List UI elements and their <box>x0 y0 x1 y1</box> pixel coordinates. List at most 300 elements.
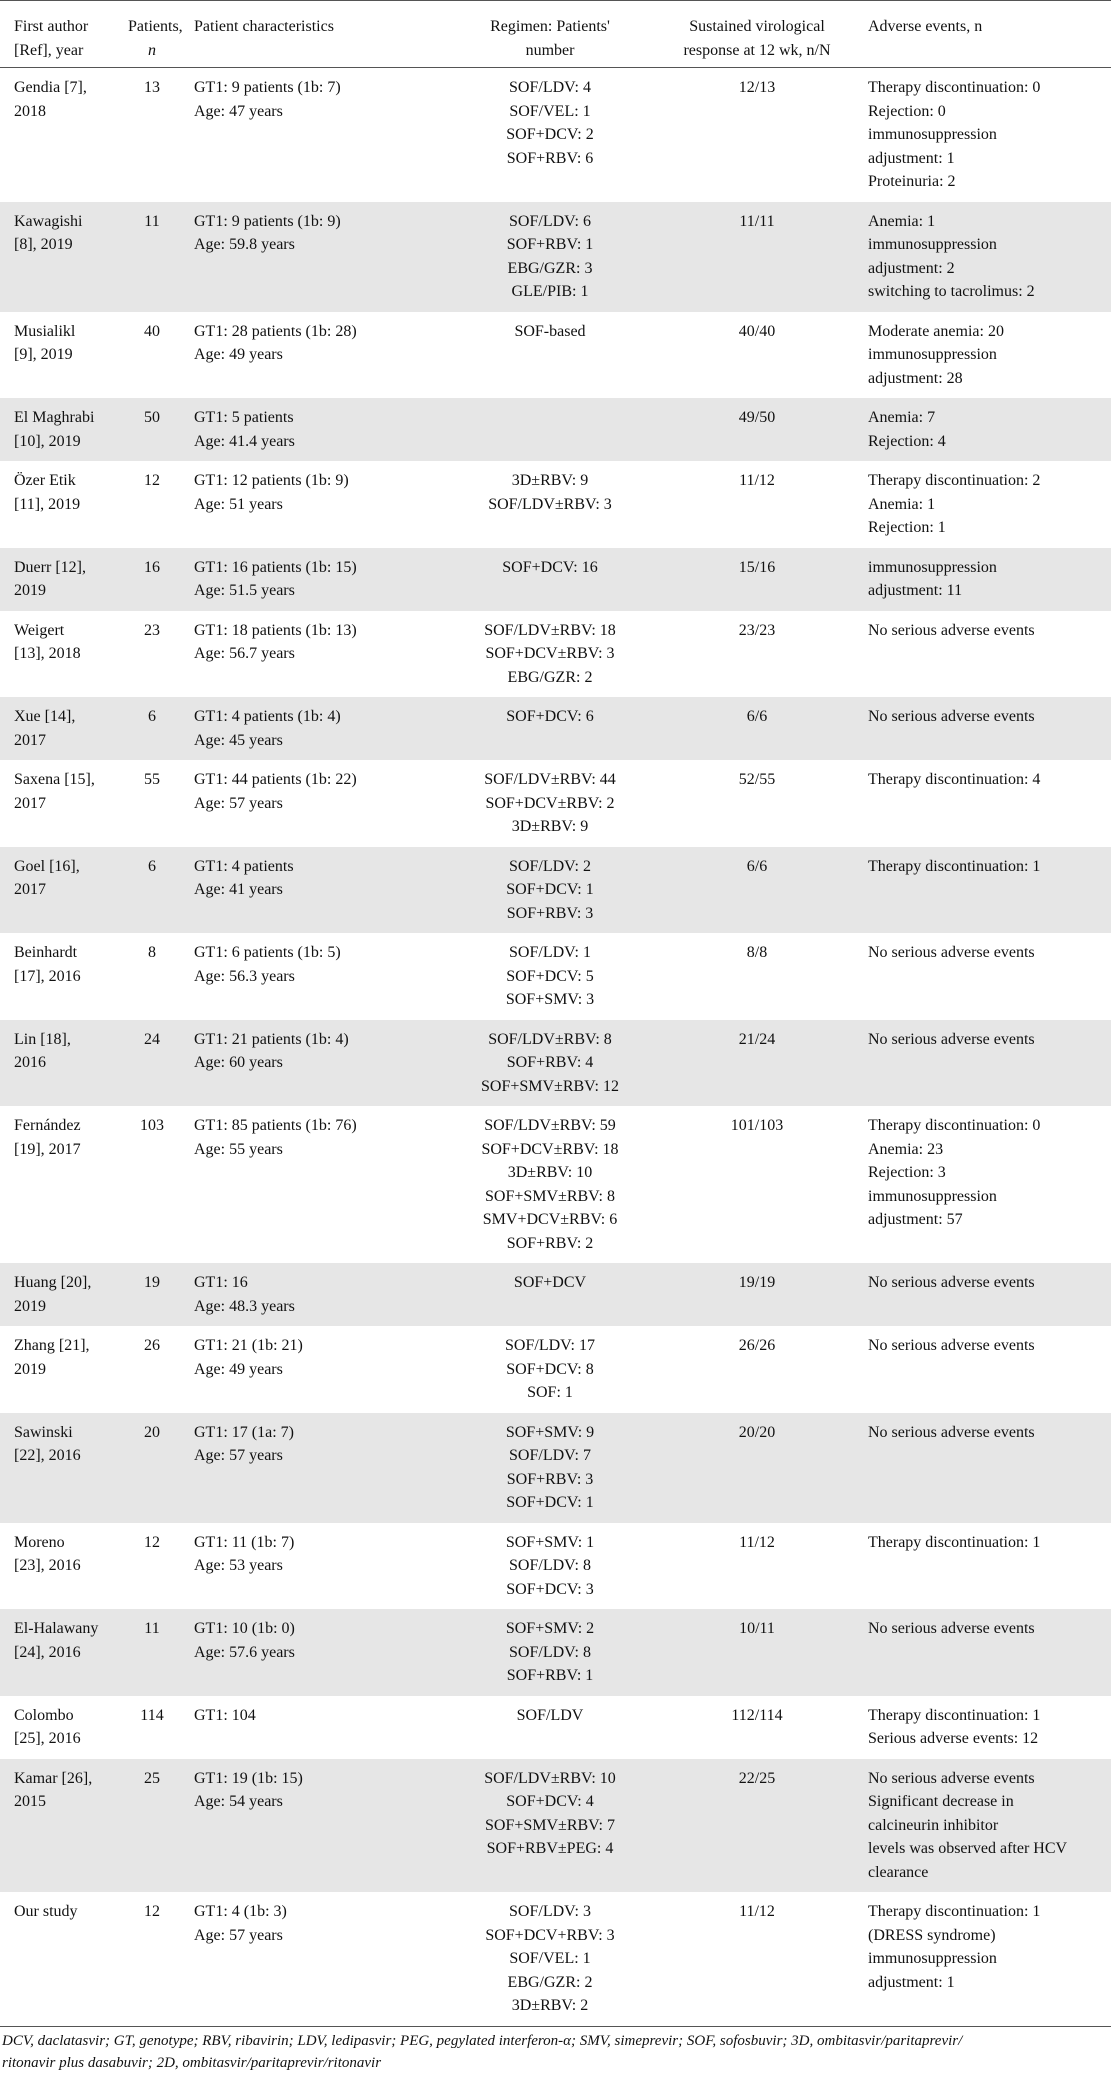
cell-patients: 12 <box>124 1892 180 2026</box>
cell-characteristics-line: GT1: 85 patients (1b: 76) <box>194 1117 357 1134</box>
cell-regimen-line: SOF/LDV: 1 <box>509 944 591 961</box>
cell-regimen <box>440 461 660 548</box>
cell-regimen-line: SOF/LDV <box>516 1706 584 1724</box>
cell-author <box>0 312 124 399</box>
table-row <box>0 1326 1111 1413</box>
cell-characteristics-line: Age: 55 years <box>194 1140 283 1158</box>
cell-characteristics <box>180 1106 440 1263</box>
cell-author-line: Sawinski <box>14 1423 73 1441</box>
cell-adverse-events <box>854 1106 1111 1263</box>
cell-characteristics-line: GT1: 6 patients (1b: 5) <box>194 944 341 961</box>
cell-author-line: [22], 2016 <box>14 1447 81 1464</box>
cell-regimen-line: SOF/LDV: 6 <box>509 212 591 230</box>
cell-regimen-line: SOF+DCV: 2 <box>506 126 594 143</box>
cell-author <box>0 1759 124 1893</box>
cell-characteristics <box>180 461 440 548</box>
cell-characteristics-line: Age: 45 years <box>194 731 283 749</box>
cell-characteristics-line: GT1: 4 patients <box>194 857 294 875</box>
cell-characteristics-line: GT1: 11 (1b: 7) <box>194 1533 295 1551</box>
cell-regimen-line: SOF/LDV: 3 <box>509 1903 591 1920</box>
cell-adverse-events <box>854 202 1111 312</box>
cell-adverse-events-line: No serious adverse events <box>868 1423 1035 1441</box>
cell-adverse-events-line: No serious adverse events <box>868 621 1035 639</box>
cell-regimen-line: SOF+DCV: 4 <box>506 1793 594 1810</box>
table-footnote: DCV, daclatasvir; GT, genotype; RBV, ribavirin; LDV, ledipasvir; PEG, pegylated interferon-α; SMV, simeprevir; SOF, sofosbuvir; 3D, ombitasvir/paritaprevir/ ritonavir plus dasabuvir; 2D, ombitasvir/paritaprevir/ritonavir <box>2 2032 963 2071</box>
cell-patients: 11 <box>124 1609 180 1696</box>
cell-patients: 55 <box>144 771 160 788</box>
cell-characteristics-line: GT1: 44 patients (1b: 22) <box>194 771 357 788</box>
cell-characteristics-line: GT1: 28 patients (1b: 28) <box>194 322 357 340</box>
cell-adverse-events-line: Rejection: 3 <box>868 1164 946 1181</box>
table-row <box>0 847 1111 934</box>
cell-svr: 21/24 <box>660 1020 854 1107</box>
cell-characteristics <box>180 202 440 312</box>
cell-characteristics-line: GT1: 16 patients (1b: 15) <box>194 558 357 576</box>
cell-regimen-line: SOF/LDV: 8 <box>509 1643 591 1661</box>
cell-patients: 20 <box>124 1413 180 1523</box>
cell-adverse-events <box>854 1263 1111 1326</box>
cell-regimen <box>440 1413 660 1523</box>
cell-author-line: Gendia [7], <box>14 79 87 96</box>
cell-svr: 49/50 <box>660 398 854 461</box>
cell-author-line: 2019 <box>14 582 46 599</box>
cell-characteristics-line: GT1: 18 patients (1b: 13) <box>194 621 357 639</box>
cell-adverse-events-line: immunosuppression <box>868 236 997 253</box>
cell-characteristics <box>180 312 440 399</box>
cell-adverse-events-line: No serious adverse events <box>868 708 1035 725</box>
cell-adverse-events-line: No serious adverse events <box>868 1337 1035 1354</box>
cell-author <box>0 847 124 934</box>
cell-author-line: Özer Etik <box>14 472 76 489</box>
cell-adverse-events-line: Therapy discontinuation: 1 <box>868 1903 1041 1920</box>
cell-svr: 15/16 <box>660 548 854 611</box>
cell-adverse-events-line: adjustment: 11 <box>868 582 963 599</box>
cell-adverse-events-line: Therapy discontinuation: 1 <box>868 857 1041 875</box>
cell-author-line: El-Halawany <box>14 1620 99 1637</box>
cell-author <box>0 1020 124 1107</box>
cell-author <box>0 548 124 611</box>
cell-regimen-line: 3D±RBV: 2 <box>511 1997 589 2014</box>
header-row <box>0 1 1111 68</box>
cell-svr: 19/19 <box>660 1263 854 1326</box>
cell-author-line: Moreno <box>14 1533 65 1551</box>
cell-characteristics-line: Age: 49 years <box>194 1360 283 1378</box>
cell-author-line: 2018 <box>14 102 46 120</box>
cell-regimen-line: GLE/PIB: 1 <box>511 283 589 300</box>
table-row <box>0 933 1111 1020</box>
cell-regimen <box>440 1106 660 1263</box>
cell-characteristics <box>180 1263 440 1326</box>
cell-author-line: 2017 <box>14 881 46 898</box>
cell-author-line: [23], 2016 <box>14 1557 81 1574</box>
table-row <box>0 548 1111 611</box>
cell-author-line: Goel [16], <box>14 857 80 875</box>
cell-author <box>0 1523 124 1610</box>
cell-author-line: [19], 2017 <box>14 1140 81 1158</box>
cell-adverse-events-line: Therapy discontinuation: 4 <box>868 771 1041 788</box>
cell-regimen-line: 3D±RBV: 10 <box>507 1164 593 1181</box>
cell-characteristics-line: GT1: 9 patients (1b: 7) <box>194 79 341 96</box>
cell-characteristics-line: Age: 41.4 years <box>194 432 295 450</box>
cell-characteristics-line: GT1: 19 (1b: 15) <box>194 1769 303 1787</box>
cell-characteristics-line: GT1: 16 <box>194 1274 248 1291</box>
cell-svr: 11/12 <box>739 472 775 489</box>
cell-svr: 112/114 <box>731 1706 783 1724</box>
cell-regimen-line: SOF+DCV: 6 <box>506 708 594 725</box>
cell-characteristics-line: GT1: 21 (1b: 21) <box>194 1337 303 1354</box>
cell-regimen <box>440 1609 660 1696</box>
cell-regimen <box>440 1892 660 2026</box>
table-row <box>0 398 1111 461</box>
cell-regimen-line: EBG/GZR: 2 <box>507 668 593 686</box>
cell-characteristics <box>180 760 440 847</box>
cell-regimen-line: SOF+DCV±RBV: 2 <box>485 794 615 812</box>
cell-regimen-line: SOF+SMV±RBV: 7 <box>485 1816 615 1834</box>
cell-adverse-events <box>854 398 1111 461</box>
cell-regimen <box>440 1696 660 1759</box>
cell-adverse-events-line: clearance <box>868 1863 929 1881</box>
cell-regimen-line: 3D±RBV: 9 <box>511 818 589 835</box>
cell-characteristics-line: GT1: 9 patients (1b: 9) <box>194 212 341 230</box>
cell-svr: 6/6 <box>660 847 854 934</box>
cell-patients: 19 <box>124 1263 180 1326</box>
table-row <box>0 1759 1111 1893</box>
cell-adverse-events <box>854 847 1111 934</box>
cell-author <box>0 933 124 1020</box>
cell-characteristics <box>180 548 440 611</box>
cell-author-line: Saxena [15], <box>14 771 95 788</box>
cell-characteristics <box>180 611 440 698</box>
cell-characteristics-line: Age: 56.3 years <box>194 967 295 985</box>
cell-regimen-line: SOF+DCV: 16 <box>502 558 598 576</box>
cell-regimen <box>440 1020 660 1107</box>
cell-characteristics-line: Age: 60 years <box>194 1054 283 1071</box>
cell-author <box>0 461 124 548</box>
cell-regimen-line: SOF-based <box>514 322 586 340</box>
cell-characteristics-line: Age: 59.8 years <box>194 236 295 253</box>
cell-svr: 22/25 <box>660 1759 854 1893</box>
table-row <box>0 202 1111 312</box>
cell-svr: 101/103 <box>730 1117 784 1134</box>
cell-regimen-line: SOF/LDV: 8 <box>509 1557 591 1574</box>
cell-patients: 26 <box>144 1337 160 1354</box>
header-adverse-events: Adverse events, n <box>854 1 1111 68</box>
cell-regimen <box>440 1759 660 1893</box>
cell-regimen-line: SOF+DCV±RBV: 18 <box>481 1140 619 1158</box>
cell-regimen-line: SOF/LDV: 7 <box>509 1447 591 1464</box>
table-row <box>0 1106 1111 1263</box>
cell-author-line: 2019 <box>14 1297 46 1315</box>
cell-author <box>0 1106 124 1263</box>
cell-adverse-events <box>854 461 1111 548</box>
cell-adverse-events <box>854 1696 1111 1759</box>
cell-characteristics-line: Age: 51.5 years <box>194 582 295 599</box>
cell-author-line: [9], 2019 <box>14 346 73 363</box>
cell-regimen <box>440 548 660 611</box>
cell-regimen <box>440 933 660 1020</box>
cell-patients: 24 <box>124 1020 180 1107</box>
cell-adverse-events-line: Therapy discontinuation: 1 <box>868 1533 1041 1551</box>
cell-regimen-line: SOF+DCV: 8 <box>506 1360 594 1378</box>
cell-regimen-line: SOF/LDV: 2 <box>509 857 591 875</box>
cell-regimen-line: SMV+DCV±RBV: 6 <box>482 1211 618 1228</box>
cell-author-line: [11], 2019 <box>14 495 81 513</box>
cell-regimen-line: SOF+DCV: 3 <box>506 1580 594 1598</box>
cell-adverse-events-line: switching to tacrolimus: 2 <box>868 283 1035 300</box>
cell-adverse-events-line: immunosuppression <box>868 558 997 576</box>
table-row <box>0 1892 1111 2026</box>
cell-patients: 114 <box>140 1706 164 1724</box>
cell-regimen <box>440 312 660 399</box>
cell-regimen-line: SOF+RBV: 6 <box>506 149 594 167</box>
table-row <box>0 611 1111 698</box>
cell-characteristics <box>180 1892 440 2026</box>
table-row <box>0 697 1111 760</box>
cell-regimen-line: SOF+DCV+RBV: 3 <box>485 1926 615 1944</box>
cell-characteristics-line: Age: 53 years <box>194 1557 283 1574</box>
cell-author <box>0 1892 124 2026</box>
cell-adverse-events-line: Anemia: 23 <box>868 1140 944 1158</box>
cell-svr: 20/20 <box>660 1413 854 1523</box>
cell-regimen-line: SOF+SMV: 1 <box>505 1533 595 1551</box>
cell-characteristics-line: GT1: 17 (1a: 7) <box>194 1423 294 1441</box>
cell-adverse-events <box>854 760 1111 847</box>
cell-characteristics <box>180 1413 440 1523</box>
cell-author-line: Huang [20], <box>14 1274 92 1291</box>
cell-adverse-events-line: No serious adverse events <box>868 1769 1035 1787</box>
cell-adverse-events-line: Anemia: 7 <box>868 409 936 426</box>
table-row <box>0 1020 1111 1107</box>
cell-regimen-line: SOF+RBV: 3 <box>506 904 594 922</box>
cell-adverse-events <box>854 1523 1111 1610</box>
cell-regimen-line: SOF/LDV±RBV: 18 <box>484 621 616 639</box>
cell-characteristics <box>180 1609 440 1696</box>
cell-author-line: [13], 2018 <box>14 645 81 662</box>
cell-regimen <box>440 1523 660 1610</box>
cell-characteristics-line: Age: 57 years <box>194 1926 283 1944</box>
cell-author <box>0 1609 124 1696</box>
cell-patients: 11 <box>124 202 180 312</box>
cell-characteristics-line: Age: 57 years <box>194 1447 283 1464</box>
cell-characteristics <box>180 398 440 461</box>
cell-author <box>0 1326 124 1413</box>
cell-regimen-line: EBG/GZR: 2 <box>507 1973 593 1991</box>
cell-regimen-line: SOF/LDV±RBV: 59 <box>484 1117 616 1134</box>
cell-adverse-events <box>854 68 1111 202</box>
cell-author <box>0 611 124 698</box>
table-row <box>0 760 1111 847</box>
cell-characteristics-line: Age: 56.7 years <box>194 645 295 662</box>
cell-svr: 8/8 <box>746 944 768 961</box>
cell-regimen <box>440 1263 660 1326</box>
cell-regimen <box>440 202 660 312</box>
cell-regimen-line: SOF/LDV±RBV: 10 <box>484 1769 616 1787</box>
cell-author-line: [25], 2016 <box>14 1730 81 1747</box>
cell-patients: 12 <box>144 1533 160 1551</box>
cell-regimen-line: SOF+SMV: 2 <box>505 1620 595 1637</box>
cell-adverse-events <box>854 1326 1111 1413</box>
table-row <box>0 1523 1111 1610</box>
cell-author-line: [24], 2016 <box>14 1643 81 1661</box>
cell-regimen-line: SOF+SMV±RBV: 12 <box>481 1077 619 1095</box>
cell-svr: 23/23 <box>738 621 776 639</box>
cell-author-line: El Maghrabi <box>14 409 95 426</box>
table-row <box>0 1263 1111 1326</box>
cell-characteristics-line: Age: 49 years <box>194 346 283 363</box>
cell-author-line: 2017 <box>14 731 46 749</box>
cell-adverse-events-line: Therapy discontinuation: 1 <box>868 1706 1041 1724</box>
cell-adverse-events-line: No serious adverse events <box>868 1620 1035 1637</box>
cell-adverse-events-line: No serious adverse events <box>868 1274 1035 1291</box>
cell-svr: 10/11 <box>660 1609 854 1696</box>
cell-author-line: Kawagishi <box>14 212 83 230</box>
cell-adverse-events-line: immunosuppression <box>868 1950 997 1967</box>
cell-patients: 103 <box>140 1117 164 1134</box>
cell-svr: 11/12 <box>660 1892 854 2026</box>
cell-characteristics-line: Age: 48.3 years <box>194 1297 295 1315</box>
cell-svr: 6/6 <box>660 697 854 760</box>
cell-adverse-events-line: Serious adverse events: 12 <box>868 1730 1039 1747</box>
cell-characteristics-line: Age: 57.6 years <box>194 1643 295 1661</box>
cell-adverse-events <box>854 1020 1111 1107</box>
cell-author-line: Kamar [26], <box>14 1769 93 1787</box>
cell-adverse-events-line: Therapy discontinuation: 0 <box>868 79 1041 96</box>
cell-author <box>0 697 124 760</box>
cell-author <box>0 760 124 847</box>
cell-patients: 16 <box>124 548 180 611</box>
cell-characteristics-line: Age: 41 years <box>194 881 283 898</box>
cell-adverse-events <box>854 1413 1111 1523</box>
cell-author-line: 2017 <box>14 794 46 812</box>
cell-characteristics-line: GT1: 12 patients (1b: 9) <box>194 472 349 489</box>
cell-adverse-events <box>854 1609 1111 1696</box>
cell-regimen-line: SOF+DCV: 5 <box>506 967 594 985</box>
cell-regimen-line: SOF+DCV: 1 <box>506 881 594 898</box>
cell-author <box>0 1413 124 1523</box>
cell-adverse-events-line: adjustment: 1 <box>868 149 955 167</box>
header-regimen: Regimen: Patients' number <box>440 1 660 68</box>
table-row <box>0 1696 1111 1759</box>
cell-regimen-line: SOF+RBV±PEG: 4 <box>486 1840 614 1857</box>
cell-regimen-line: SOF+DCV: 1 <box>506 1494 594 1511</box>
cell-regimen-line: SOF+RBV: 3 <box>506 1470 594 1488</box>
cell-patients: 6 <box>124 847 180 934</box>
cell-regimen-line: SOF/LDV±RBV: 8 <box>488 1030 612 1048</box>
cell-characteristics-line: Age: 57 years <box>194 794 283 812</box>
cell-characteristics-line: GT1: 5 patients <box>194 409 294 426</box>
cell-characteristics-line: Age: 54 years <box>194 1793 283 1810</box>
cell-patients: 23 <box>144 621 160 639</box>
cell-author-line: Zhang [21], <box>14 1337 90 1354</box>
header-patients: Patients, n <box>124 1 180 68</box>
cell-adverse-events-line: immunosuppression <box>868 1187 997 1205</box>
cell-author-line: Weigert <box>14 621 65 639</box>
cell-author-line: 2016 <box>14 1054 46 1071</box>
cell-regimen-line: SOF: 1 <box>527 1384 573 1401</box>
cell-author <box>0 1696 124 1759</box>
cell-patients: 50 <box>124 398 180 461</box>
cell-author-line: Lin [18], <box>14 1030 71 1048</box>
cell-regimen-line: SOF+DCV±RBV: 3 <box>485 645 615 662</box>
cell-adverse-events <box>854 933 1111 1020</box>
cell-regimen-line: SOF/LDV±RBV: 3 <box>488 495 612 513</box>
table-row <box>0 461 1111 548</box>
cell-author <box>0 68 124 202</box>
cell-regimen-line: SOF/LDV±RBV: 44 <box>484 771 616 788</box>
cell-characteristics <box>180 1326 440 1413</box>
cell-adverse-events-line: (DRESS syndrome) <box>868 1926 996 1944</box>
cell-adverse-events-line: Moderate anemia: 20 <box>868 322 1004 340</box>
table-header <box>0 1 1111 68</box>
cell-regimen <box>440 847 660 934</box>
cell-adverse-events-line: adjustment: 28 <box>868 369 963 387</box>
cell-adverse-events-line: Therapy discontinuation: 0 <box>868 1117 1041 1134</box>
cell-regimen-line: SOF/VEL: 1 <box>509 102 591 120</box>
cell-characteristics <box>180 1759 440 1893</box>
cell-adverse-events-line: adjustment: 1 <box>868 1973 955 1991</box>
cell-characteristics-line: GT1: 21 patients (1b: 4) <box>194 1030 349 1048</box>
cell-regimen-line: SOF/LDV: 4 <box>509 79 591 96</box>
cell-svr: 26/26 <box>738 1337 776 1354</box>
header-characteristics: Patient characteristics <box>180 1 440 68</box>
cell-adverse-events-line: immunosuppression <box>868 126 997 143</box>
cell-regimen-line: SOF+RBV: 2 <box>506 1234 594 1252</box>
cell-characteristics-line: Age: 47 years <box>194 102 283 120</box>
cell-adverse-events <box>854 611 1111 698</box>
cell-characteristics <box>180 847 440 934</box>
cell-adverse-events-line: adjustment: 57 <box>868 1211 963 1228</box>
cell-characteristics-line: GT1: 104 <box>194 1706 256 1724</box>
cell-author <box>0 202 124 312</box>
cell-regimen-line: SOF+RBV: 4 <box>506 1054 594 1071</box>
cell-author <box>0 398 124 461</box>
cell-adverse-events-line: Rejection: 1 <box>868 519 946 536</box>
table-row <box>0 1609 1111 1696</box>
table-row <box>0 312 1111 399</box>
cell-patients: 13 <box>144 79 160 96</box>
cell-regimen <box>440 68 660 202</box>
cell-author-line: Beinhardt <box>14 944 78 961</box>
cell-author-line: 2015 <box>14 1793 46 1810</box>
cell-author-line: [8], 2019 <box>14 236 73 253</box>
cell-patients: 25 <box>124 1759 180 1893</box>
cell-adverse-events-line: Proteinuria: 2 <box>868 173 956 190</box>
cell-regimen <box>440 697 660 760</box>
cell-author-line: Our study <box>14 1903 78 1920</box>
cell-author-line: Musialikl <box>14 322 76 340</box>
cell-svr: 11/11 <box>660 202 854 312</box>
cell-characteristics-line: GT1: 10 (1b: 0) <box>194 1620 295 1637</box>
cell-author-line: 2019 <box>14 1360 46 1378</box>
cell-author-line: Duerr [12], <box>14 558 86 576</box>
cell-regimen <box>440 1326 660 1413</box>
cell-characteristics <box>180 697 440 760</box>
cell-characteristics <box>180 1020 440 1107</box>
cell-adverse-events-line: Anemia: 1 <box>868 212 936 230</box>
cell-patients: 6 <box>124 697 180 760</box>
cell-svr: 52/55 <box>738 771 776 788</box>
cell-adverse-events <box>854 312 1111 399</box>
cell-adverse-events-line: No serious adverse events <box>868 1030 1035 1048</box>
cell-characteristics-line: GT1: 4 (1b: 3) <box>194 1903 287 1920</box>
cell-author-line: Colombo <box>14 1706 74 1724</box>
cell-adverse-events-line: No serious adverse events <box>868 944 1035 961</box>
cell-regimen <box>440 398 660 461</box>
cell-author-line: [17], 2016 <box>14 967 81 985</box>
cell-characteristics <box>180 1696 440 1759</box>
cell-author-line: Fernández <box>14 1117 81 1134</box>
cell-patients: 12 <box>144 472 160 489</box>
